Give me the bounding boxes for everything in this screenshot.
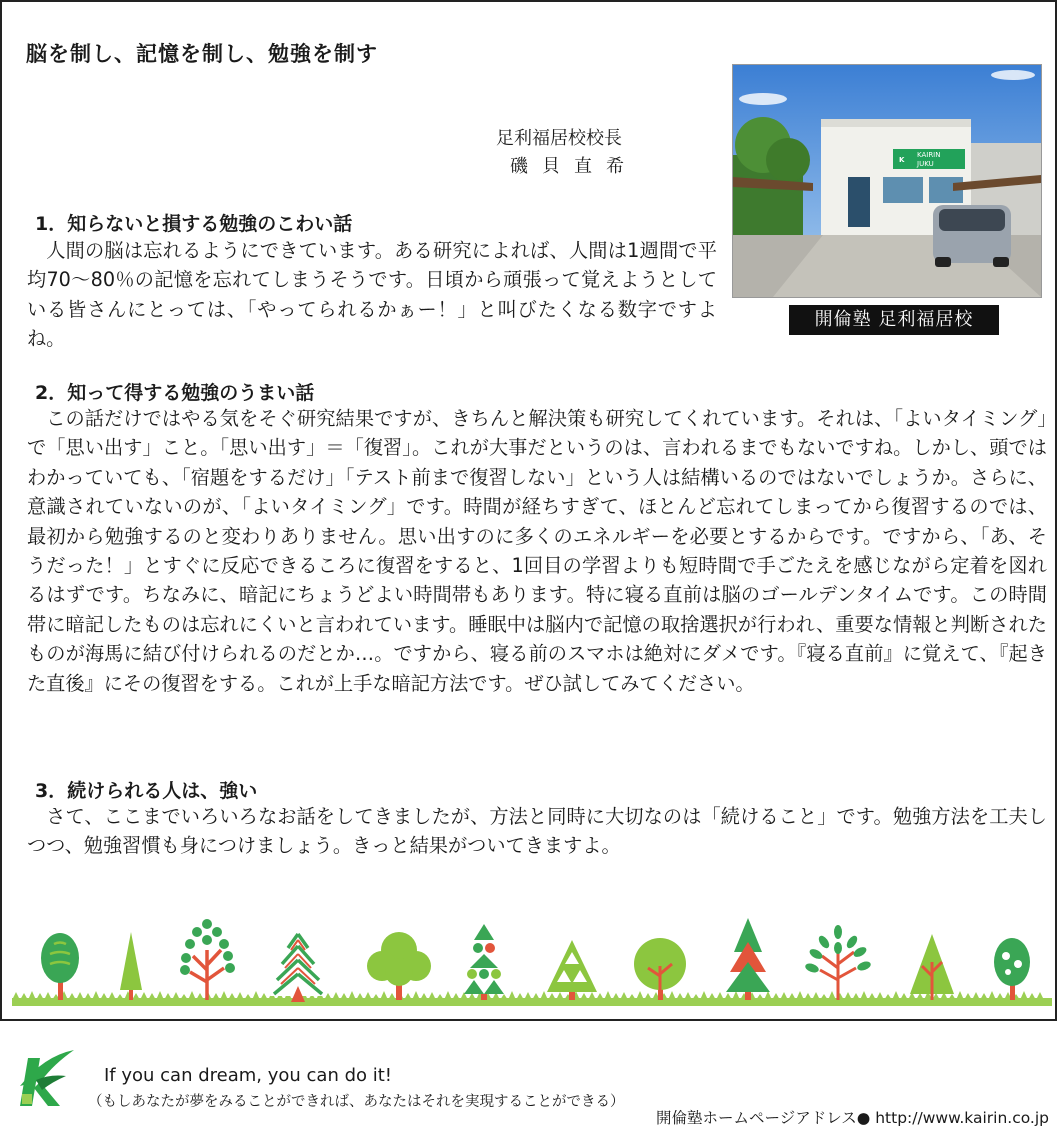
author-name: 磯貝直希 bbox=[510, 156, 638, 177]
section-1-body: 人間の脳は忘れるようにできています。ある研究によれば、人間は1週間で平均70～80％の記憶を忘れてしまうそうです。日頃から頑張って覚えようとしている皆さんにとっては、「やってられるかぁー！」と叫びたくなる数字ですよね。 bbox=[27, 239, 717, 351]
school-photo bbox=[732, 64, 1042, 298]
footer-motto: If you can dream, you can do it! bbox=[104, 1065, 393, 1086]
tree-dot-oval-icon bbox=[994, 938, 1030, 1000]
tree-cone-icon bbox=[120, 932, 142, 1000]
article-title: 脳を制し、記憶を制し、勉強を制す bbox=[26, 42, 378, 66]
tree-dot-pyramid-icon bbox=[464, 924, 504, 1000]
section-2-body: この話だけではやる気をそぐ研究結果ですが、きちんと解決策も研究してくれています。それは、「よいタイミング」で「思い出す」こと。「思い出す」＝「復習」。これが大事だというのは、言われるまでもないですね。しかし、頭ではわかっていても、「宿題をするだけ」「テスト前まで復習しない」という人は結構いるのではないでしょうか。さらに、意識されていないのが、「よいタイミング」です。時間が経ちすぎて、ほとんど忘れてしまってから復習するのでは、最初から勉強するのと変わりありません。思い出すのに多くのエネルギーを必要とするからです。ですから、「あ、そうだった！」とすぐに反応できるころに復習をすると、1回目の学習よりも短時間で手ごたえを感じながら定着を図れるはずです。ちなみに、暗記にちょうどよい時間帯もあります。特に寝る直前は脳のゴールデンタイムです。この時間帯に暗記したものは忘れにくいと言われています。睡眠中は脳内で記憶の取捨選択が行われ、重要な情報と判断されたものが海馬に結び付けられるのだとか…。ですから、寝る前のスマホは絶対にダメです。『寝る直前』に覚えて、『起きた直後』にその復習をする。これが上手な暗記方法です。ぜひ試してみてください。 bbox=[27, 407, 1047, 695]
svg-text:KAIRIN: KAIRIN bbox=[917, 151, 941, 159]
tree-cone-branch-icon bbox=[910, 934, 954, 1000]
footer-motto-translation: （もしあなたが夢をみることができれば、あなたはそれを実現することができる） bbox=[88, 1094, 625, 1110]
footer-url-line bbox=[656, 1106, 1049, 1128]
svg-text:K: K bbox=[899, 156, 905, 164]
section-2-heading: 2．知って得する勉強のうまい話 bbox=[35, 382, 315, 404]
photo-caption: 開倫塾 足利福居校 bbox=[789, 305, 999, 335]
author-role: 足利福居校校長 bbox=[496, 128, 622, 149]
section-1-heading: 1．知らないと損する勉強のこわい話 bbox=[35, 213, 353, 235]
footer-url-link[interactable]: http://www.kairin.co.jp bbox=[875, 1109, 1049, 1127]
footer-url-label: 開倫塾ホームページアドレス● bbox=[656, 1109, 871, 1127]
tree-leaf-branch-icon bbox=[804, 925, 872, 1000]
kairin-logo-icon bbox=[14, 1046, 80, 1112]
section-3-heading: 3．続けられる人は、強い bbox=[35, 780, 258, 802]
tree-triangle-icon bbox=[547, 940, 597, 1000]
tree-branch-icon bbox=[180, 919, 235, 1000]
tree-pine-icon bbox=[726, 918, 770, 1000]
tree-fir-icon bbox=[270, 930, 326, 1002]
svg-text:JUKU: JUKU bbox=[917, 160, 934, 168]
tree-round-icon bbox=[634, 938, 686, 1000]
tree-oval-icon bbox=[41, 933, 79, 1000]
tree-cloud-icon bbox=[367, 932, 431, 1000]
tree-illustration bbox=[12, 910, 1052, 1014]
author-block bbox=[496, 125, 638, 181]
section-3-body: さて、ここまでいろいろなお話をしてきましたが、方法と同時に大切なのは「続けること」です。勉強方法を工夫しつつ、勉強習慣も身につけましょう。きっと結果がついてきますよ。 bbox=[27, 805, 1047, 858]
